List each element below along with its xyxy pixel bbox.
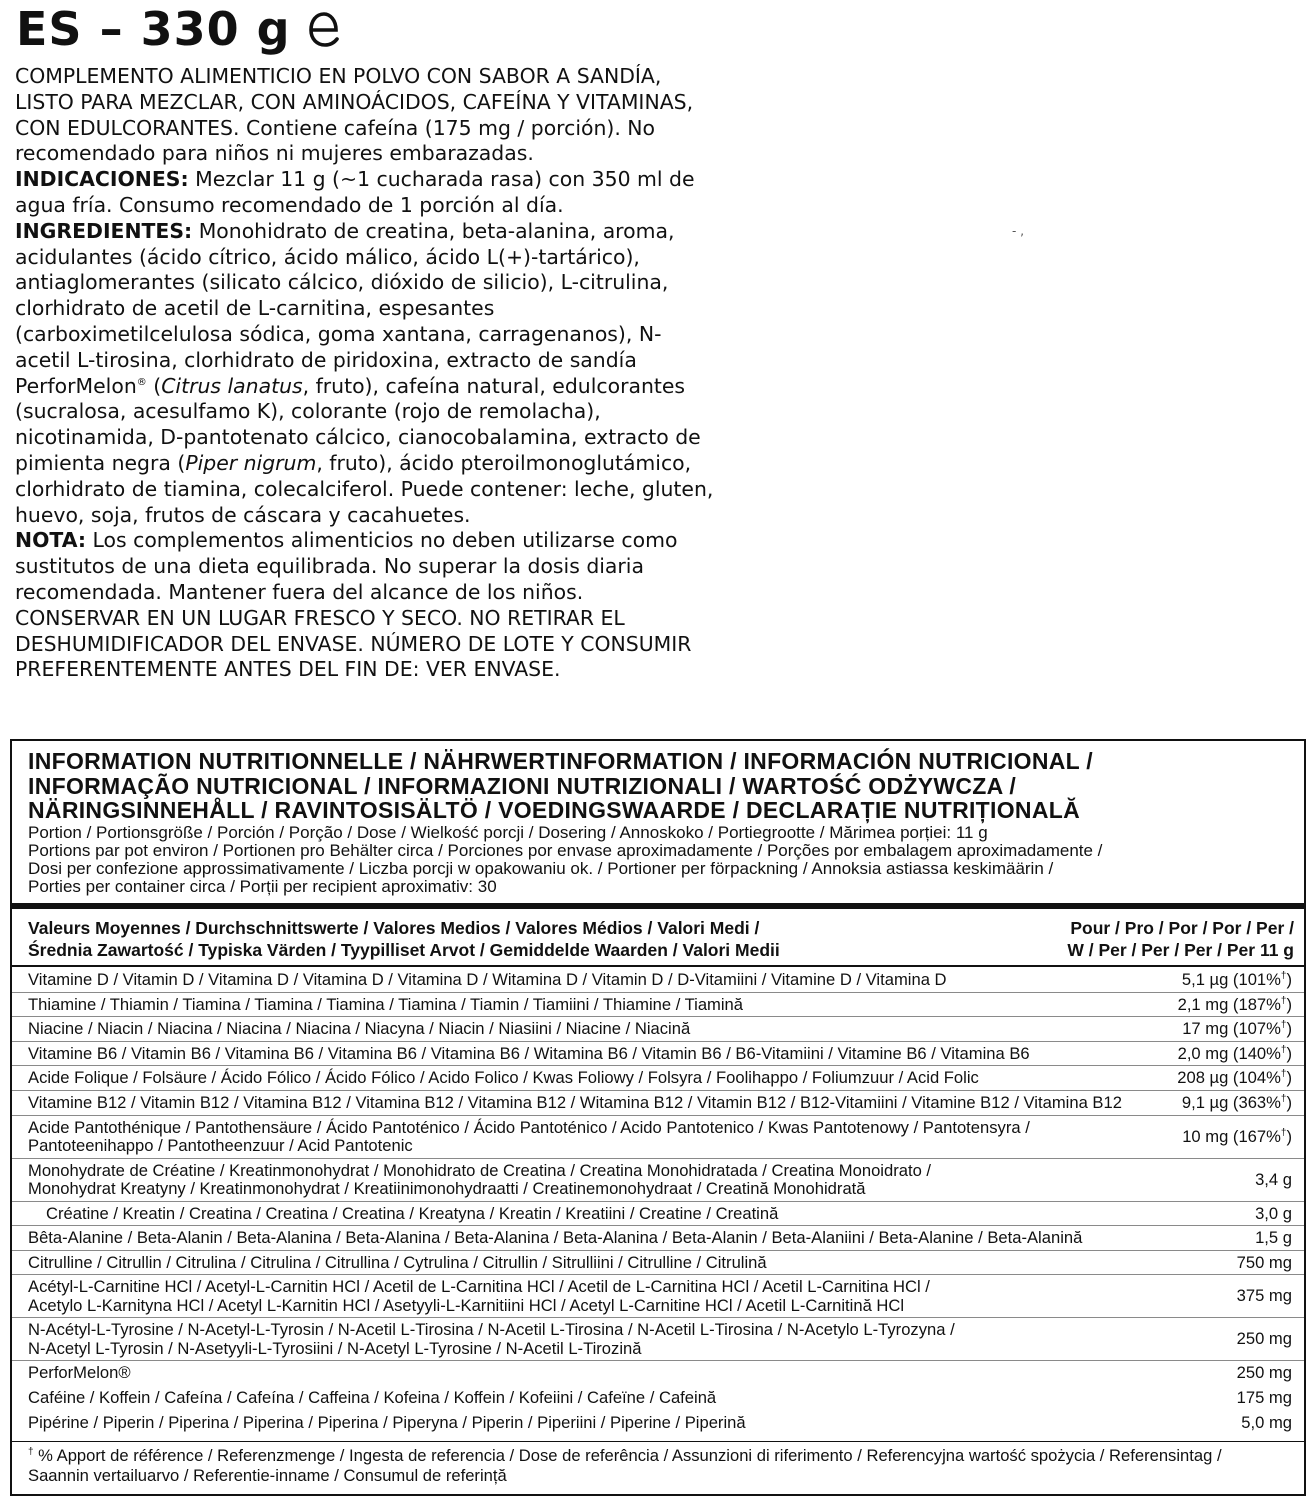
nutrient-name	[28, 971, 1088, 990]
nutrition-heading	[28, 749, 1298, 823]
nutrient-name	[28, 996, 1088, 1015]
table-row	[12, 1318, 1304, 1361]
nutrient-name-line: Vitamine D / Vitamin D / Vitamina D / Vitamina D / Vitamina D / Witamina D / Vitamin D / D-Vitamiini / Vitamine D / Vitamina D	[28, 970, 947, 989]
portion-line: Portion / Portionsgröße / Porción / Porção / Dose / Wielkość porcji / Dosering / Annoskoko / Portiegrootte / Mărimea porției: 11 g	[28, 823, 988, 842]
ingredientes-text-b1: (	[146, 373, 162, 398]
nutrient-value	[1182, 1128, 1292, 1147]
nutrient-value	[1241, 1414, 1292, 1433]
table-row	[12, 1017, 1304, 1042]
header-line: Pour / Pro / Por / Por / Per /	[1070, 918, 1294, 938]
table-row	[12, 1275, 1304, 1318]
nutrient-name-line: Créatine / Kreatin / Creatina / Creatina / Creatina / Kreatyna / Kreatin / Kreatiini / Creatine / Creatină	[46, 1203, 779, 1223]
nutrient-name	[28, 1205, 1088, 1224]
column-headers	[28, 917, 1294, 963]
nutrient-name-line: Pantoteenihappo / Pantotheenzuur / Acid Pantotenic	[28, 1136, 413, 1156]
close-paren: )	[1286, 1092, 1292, 1112]
footnote-line	[28, 1446, 1294, 1466]
nutrient-name-line: PerforMelon®	[28, 1363, 131, 1383]
table-row	[12, 1116, 1304, 1159]
header-line: W / Per / Per / Per / Per 11 g	[1067, 940, 1294, 960]
amount: 750 mg	[1236, 1252, 1292, 1272]
nutrient-name-line: Monohydrate de Créatine / Kreatinmonohydrat / Monohidrato de Creatina / Creatina Monohidratada / Creatina Monoidrato /	[28, 1160, 932, 1180]
nutrient-value	[1237, 1287, 1292, 1306]
header-line: Valeurs Moyennes / Durchschnittswerte / Valores Medios / Valores Médios / Valori Medi /	[28, 918, 760, 938]
nutrient-name-line: Acide Folique / Folsäure / Ácido Fólico / Ácido Fólico / Acido Folico / Kwas Foliowy / Folsyra / Foolihappo / Foliumzuur / Acid Folic	[28, 1068, 979, 1088]
nutrient-name-line: Vitamine B6 / Vitamin B6 / Vitamina B6 / Vitamina B6 / Vitamina B6 / Witamina B6 / Vitamin B6 / B6-Vitamiini / Vitamine B6 / Vitamina B6	[28, 1043, 1030, 1063]
close-paren: )	[1286, 1019, 1292, 1039]
table-row	[12, 1226, 1304, 1251]
nutrient-name-line: Acetylo L-Karnityna HCl / Acetyl L-Karnitin HCl / Asetyyli-L-Karnitiini HCl / Acetyl L-Carnitine HCl / Acetil L-Carnitină HCl	[28, 1295, 905, 1315]
portion-info	[28, 824, 1298, 896]
indicaciones-text: Mezclar 11 g (~1 cucharada rasa) con 350 ml de agua fría. Consumo recomendado de 1 porción al día.	[15, 167, 695, 217]
amount: 208 µg (104%	[1177, 1068, 1281, 1088]
nota-text: Los complementos alimenticios no deben utilizarse como sustitutos de una dieta equilibrada. No superar la dosis diaria recomendada. Mantener fuera del alcance de los niños.	[15, 528, 678, 604]
close-paren: )	[1286, 1126, 1292, 1146]
dagger-mark: †	[28, 1446, 34, 1458]
nota-label: NOTA:	[15, 528, 87, 553]
nutrient-name	[28, 1045, 1088, 1064]
portion-line: Dosi per confezione approssimativamente / Liczba porcji w opakowaniu ok. / Portioner per förpackning / Annoksia astiassa keskimäärin /	[28, 859, 1054, 878]
amount: 375 mg	[1236, 1286, 1292, 1306]
footnote-text: % Apport de référence / Referenzmenge / Ingesta de referencia / Dose de referência / Assunzioni di riferimento / Referencyjna wartość spożycia / Referensintag /	[33, 1446, 1222, 1465]
nutrient-value	[1237, 1330, 1292, 1349]
nutrient-value	[1177, 1069, 1292, 1088]
amount: 3,0 g	[1255, 1203, 1292, 1223]
indicaciones-label: INDICACIONES:	[15, 167, 189, 192]
nutrient-value	[1178, 1045, 1292, 1064]
footnote	[28, 1446, 1294, 1486]
nutrition-heading-line: INFORMATION NUTRITIONNELLE / NÄHRWERTINFORMATION / INFORMACIÓN NUTRICIONAL /	[28, 748, 1093, 774]
nutrient-name-line: Caféine / Koffein / Cafeína / Cafeína / Caffeina / Kofeina / Koffein / Kofeiini / Cafeïne / Cafeină	[28, 1387, 717, 1407]
ingredientes-text-b2: , fruto), cafeína natural, edulcorantes (sucralosa, acesulfamo K), colorante (rojo de remolacha), nicotinamida, D-pantotenato cálcico, cianocobalamina, extracto de pimienta negra (	[15, 373, 701, 475]
nutrient-name	[28, 1321, 1088, 1358]
ingredientes-text-c: , fruto), ácido pteroilmonoglutámico, clorhidrato de tiamina, colecalciferol. Puede contener: leche, gluten, huevo, soja, frutos de cáscara y cacahuetes.	[15, 450, 714, 527]
citrus-latin-name: Citrus lanatus	[161, 373, 303, 398]
language-title: ES – 330 g	[16, 2, 291, 56]
nutrition-heading-line: INFORMAÇÃO NUTRICIONAL / INFORMAZIONI NUTRIZIONALI / WARTOŚĆ ODŻYWCZA /	[28, 772, 1017, 799]
nutrient-value	[1178, 996, 1292, 1015]
nutrient-value	[1237, 1254, 1292, 1273]
close-paren: )	[1286, 1068, 1292, 1088]
header-divider	[12, 965, 1304, 967]
nutrition-heading-line: NÄRINGSINNEHÅLL / RAVINTOSISÄLTÖ / VOEDINGSWAARDE / DECLARAȚIE NUTRIȚIONALĂ	[28, 797, 1080, 823]
nutrition-table	[10, 739, 1306, 1496]
amount: 175 mg	[1236, 1387, 1292, 1407]
amount: 5,1 µg (101%	[1181, 970, 1281, 989]
footnote-divider	[12, 1441, 1304, 1442]
nutrient-value	[1255, 1229, 1292, 1248]
nutrient-name-line: Monohydrat Kreatyny / Kreatinmonohydrat / Kreatiinimonohydraatti / Creatinemonohydraat / Creatină Monohidrată	[28, 1179, 866, 1199]
close-paren: )	[1286, 1043, 1292, 1063]
estimated-e-icon	[307, 9, 341, 49]
thick-divider	[12, 903, 1304, 909]
nutrient-value	[1237, 1389, 1292, 1408]
table-row	[12, 1361, 1304, 1386]
nutrient-value	[1255, 1171, 1292, 1190]
nutrient-name	[28, 1364, 1088, 1383]
portion-line: Porties per container circa / Porții per recipient aproximativ: 30	[28, 877, 497, 896]
dagger-mark: †	[1280, 970, 1287, 982]
spanish-label-text	[15, 64, 715, 683]
amount: 10 mg (167%	[1182, 1126, 1281, 1146]
nutrient-name-line: Vitamine B12 / Vitamin B12 / Vitamina B12 / Vitamina B12 / Vitamina B12 / Witamina B12 / Vitamin B12 / B12-Vitamiini / Vitamine B12 / Vitamina B12	[28, 1092, 1122, 1112]
table-row	[12, 1386, 1304, 1411]
per-serving-header	[1067, 917, 1294, 961]
nutrient-name-line: N-Acétyl-L-Tyrosine / N-Acetyl-L-Tyrosin / N-Acetil L-Tirosina / N-Acetil L-Tirosina / N-Acetil L-Tirosina / N-Acetylo L-Tyrozyna /	[28, 1320, 955, 1340]
amount: 250 mg	[1236, 1363, 1292, 1383]
nutrient-name-line: Acétyl-L-Carnitine HCl / Acetyl-L-Carnitin HCl / Acetil de L-Carnitina HCl / Acetil de L-Carnitina HCl / Acetil L-Carnitina HCl /	[28, 1277, 930, 1297]
table-row	[12, 1411, 1304, 1436]
storage-instructions: CONSERVAR EN UN LUGAR FRESCO Y SECO. NO RETIRAR EL DESHUMIDIFICADOR DEL ENVASE. NÚMERO DE LOTE Y CONSUMIR PREFERENTEMENTE ANTES DEL FIN DE: VER ENVASE.	[15, 605, 692, 682]
average-values-header	[28, 917, 780, 961]
amount: 2,1 mg (187%	[1177, 994, 1281, 1014]
nutrient-name	[28, 1389, 1088, 1408]
nutrient-name	[28, 1119, 1088, 1156]
nutrient-name-line: Bêta-Alanine / Beta-Alanin / Beta-Alanina / Beta-Alanina / Beta-Alanina / Beta-Alanina / Beta-Alanin / Beta-Alaniini / Beta-Alanine / Beta-Alanină	[28, 1228, 1083, 1248]
nutrient-name-line: Pipérine / Piperin / Piperina / Piperina / Piperina / Piperyna / Piperin / Piperiini / Piperine / Piperină	[28, 1412, 746, 1432]
nota-paragraph	[15, 528, 715, 605]
stray-mark: - ‚	[1012, 224, 1024, 238]
close-paren: )	[1286, 994, 1292, 1014]
nutrient-name-line: Citrulline / Citrullin / Citrulina / Citrulina / Citrullina / Cytrulina / Citrullin / Sitrulliini / Citrulline / Citrulină	[28, 1252, 767, 1272]
amount: 17 mg (107%	[1182, 1019, 1281, 1039]
table-row	[12, 1251, 1304, 1276]
amount: 2,0 mg (140%	[1177, 1043, 1281, 1063]
nutrient-name	[28, 1020, 1088, 1039]
portion-line: Portions par pot environ / Portionen pro Behälter circa / Porciones por envase aproximadamente / Porções por embalagem aproximadamente /	[28, 841, 1103, 860]
table-row	[12, 993, 1304, 1018]
nutrient-name	[28, 1229, 1088, 1248]
amount: 5,0 mg	[1241, 1412, 1292, 1432]
ingredientes-label: INGREDIENTES:	[15, 218, 193, 243]
dagger-mark: †	[1280, 1044, 1287, 1056]
amount: 3,4 g	[1255, 1169, 1292, 1189]
nutrient-name	[28, 1092, 1122, 1113]
nutrient-value	[1237, 1364, 1292, 1383]
dagger-mark: †	[1280, 995, 1287, 1007]
close-paren: )	[1286, 970, 1292, 989]
nutrient-name	[28, 1069, 1088, 1088]
dagger-mark: †	[1280, 1093, 1287, 1105]
nutrient-value	[1182, 971, 1292, 990]
dagger-mark: †	[1280, 1019, 1287, 1031]
indicaciones-paragraph	[15, 167, 715, 219]
dagger-mark: †	[1280, 1127, 1287, 1139]
table-row	[12, 1202, 1304, 1227]
table-row	[12, 1159, 1304, 1202]
product-description: COMPLEMENTO ALIMENTICIO EN POLVO CON SABOR A SANDÍA, LISTO PARA MEZCLAR, CON AMINOÁCIDOS, CAFEÍNA Y VITAMINAS, CON EDULCORANTES. Contiene cafeína (175 mg / porción). No recomendado para niños ni mujeres embarazadas.	[15, 64, 694, 166]
table-row	[12, 1042, 1304, 1067]
nutrient-name	[28, 1278, 1088, 1315]
nutrient-rows	[12, 968, 1304, 1435]
language-header	[16, 2, 341, 56]
nutrient-value	[1182, 1094, 1292, 1113]
nutrient-name	[28, 1254, 1088, 1273]
table-row	[12, 1091, 1304, 1116]
nutrient-value	[1255, 1205, 1292, 1224]
ingredientes-paragraph	[15, 219, 715, 529]
amount: 9,1 µg (363%	[1181, 1092, 1281, 1112]
dagger-mark: †	[1280, 1068, 1287, 1080]
nutrient-value	[1182, 1020, 1292, 1039]
nutrient-name-line: Acide Pantothénique / Pantothensäure / Ácido Pantoténico / Ácido Pantoténico / Acido Pantotenico / Kwas Pantotenowy / Pantotensyra /	[28, 1117, 1030, 1137]
table-row	[12, 968, 1304, 993]
nutrient-name	[28, 1162, 1088, 1199]
nutrient-name	[28, 1414, 1088, 1433]
nutrient-name-line: Thiamine / Thiamin / Tiamina / Tiamina / Tiamina / Tiamina / Tiamin / Tiamiini / Thiamine / Tiamină	[28, 994, 744, 1014]
table-row	[12, 1066, 1304, 1091]
piper-latin-name: Piper nigrum	[185, 450, 317, 475]
amount: 250 mg	[1236, 1329, 1292, 1349]
header-line: Średnia Zawartość / Typiska Värden / Tyypilliset Arvot / Gemiddelde Waarden / Valori Medii	[28, 940, 780, 960]
amount: 1,5 g	[1255, 1228, 1292, 1248]
nutrient-name-line: Niacine / Niacin / Niacina / Niacina / Niacina / Niacyna / Niacin / Niasiini / Niacine / Niacină	[28, 1019, 691, 1039]
registered-mark: ®	[136, 376, 147, 388]
ingredientes-text-a: Monohidrato de creatina, beta-alanina, aroma, acidulantes (ácido cítrico, ácido málico, ácido L(+)-tartárico), antiaglomerantes (silicato cálcico, dióxido de silicio), L-citrulina, clorhidrato de acetil de L-carnitina, espesantes (carboximetilcelulosa sódica, goma xantana, carragenanos), N-acetil L-tirosina, clorhidrato de piridoxina, extracto de sandía PerforMelon	[15, 218, 675, 398]
footnote-line: Saannin vertailuarvo / Referentie-inname / Consumul de referință	[28, 1466, 507, 1485]
nutrient-name-line: N-Acetyl L-Tyrosin / N-Asetyyli-L-Tyrosiini / N-Acetyl L-Tyrosine / N-Acetil L-Tirozină	[28, 1338, 642, 1358]
